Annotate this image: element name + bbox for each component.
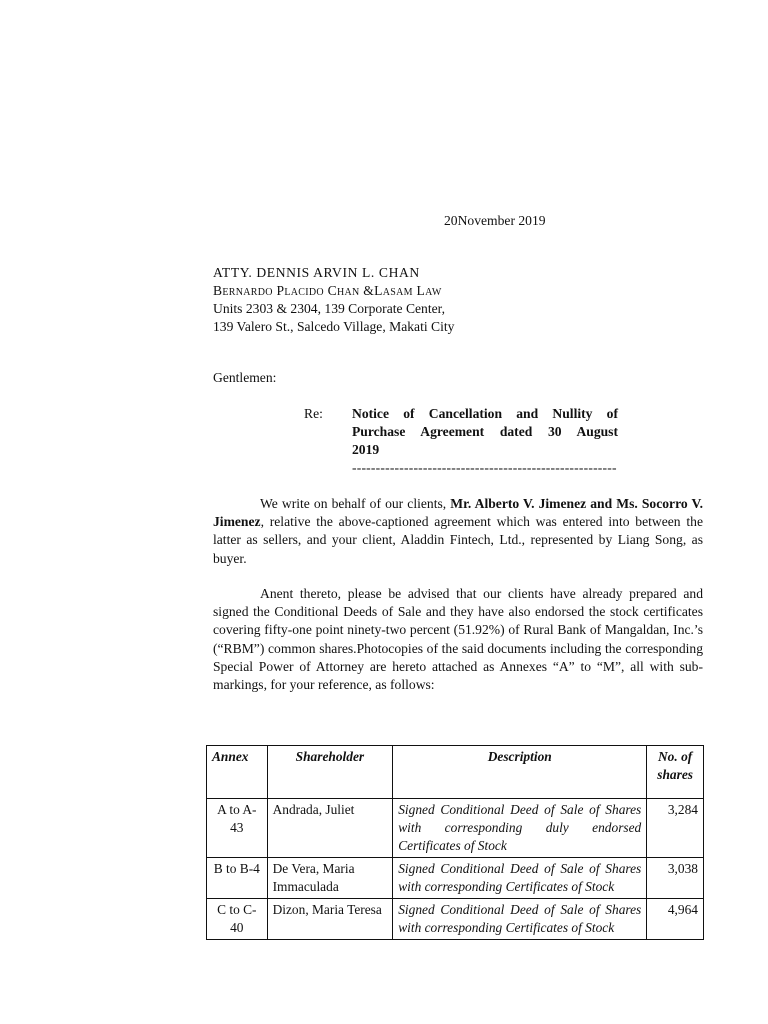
addressee-name: ATTY. DENNIS ARVIN L. CHAN [213, 265, 420, 280]
paragraph-1-lead: We write on behalf of our clients, [260, 496, 451, 511]
annex-table [206, 745, 704, 940]
re-label: Re: [304, 406, 323, 421]
addressee-firm: Bernardo Placido Chan &Lasam Law [213, 283, 442, 298]
salutation: Gentlemen: [213, 370, 277, 385]
shares-cell: 4,964 [647, 899, 704, 940]
header-annex: Annex [207, 746, 268, 799]
annex-cell: C to C-40 [207, 899, 268, 940]
addressee-address-line2: 139 Valero St., Salcedo Village, Makati City [213, 319, 455, 334]
header-shares: No. of shares [647, 746, 704, 799]
re-subject [352, 405, 618, 459]
table-row [207, 899, 704, 940]
paragraph-2-text: Anent thereto, please be advised that our clients have already prepared and signed the Conditional Deeds of Sale and they have also endorsed the stock certificates covering fifty-one point ninety-two percent (51.92%) of Rural Bank of Mangaldan, Inc.’s (“RBM”) common shares.Photocopies of the said documents including the corresponding Special Power of Attorney are hereto attached as Annexes “A” to “M”, all with sub-markings, for your reference, as follows: [213, 586, 703, 693]
re-subject-line: 2019 [352, 442, 380, 457]
addressee-block [213, 264, 454, 336]
header-description: Description [393, 746, 647, 799]
annex-cell: B to B-4 [207, 858, 268, 899]
re-subject-line: Purchase Agreement dated 30 August [352, 424, 618, 439]
body-paragraph-1 [213, 495, 703, 568]
shareholder-cell: De Vera, Maria Immaculada [267, 858, 393, 899]
annex-cell: A to A-43 [207, 799, 268, 858]
addressee-address-line1: Units 2303 & 2304, 139 Corporate Center, [213, 301, 446, 316]
description-cell: Signed Conditional Deed of Sale of Shares with corresponding Certificates of Stock [393, 899, 647, 940]
letter-date: 20November 2019 [444, 213, 546, 228]
header-shareholder: Shareholder [267, 746, 393, 799]
table-header-row [207, 746, 704, 799]
re-divider: -------------------------------------------------------- [352, 460, 617, 475]
description-cell: Signed Conditional Deed of Sale of Shares with corresponding duly endorsed Certificates of Stock [393, 799, 647, 858]
table-row [207, 858, 704, 899]
shareholder-cell: Dizon, Maria Teresa [267, 899, 393, 940]
paragraph-1-clients: Mr. Alberto V. Jimenez and Ms. Socorro V. Jimenez [213, 496, 703, 530]
re-subject-line: Notice of Cancellation and Nullity of [352, 406, 618, 421]
paragraph-1-rest: , relative the above-captioned agreement which was entered into between the latter as sellers, and your client, Aladdin Fintech, Ltd., represented by Liang Song, as buyer. [213, 514, 703, 566]
body-paragraph-2 [213, 585, 703, 694]
shares-cell: 3,038 [647, 858, 704, 899]
shareholder-cell: Andrada, Juliet [267, 799, 393, 858]
shares-cell: 3,284 [647, 799, 704, 858]
description-cell: Signed Conditional Deed of Sale of Shares with corresponding Certificates of Stock [393, 858, 647, 899]
table-row [207, 799, 704, 858]
